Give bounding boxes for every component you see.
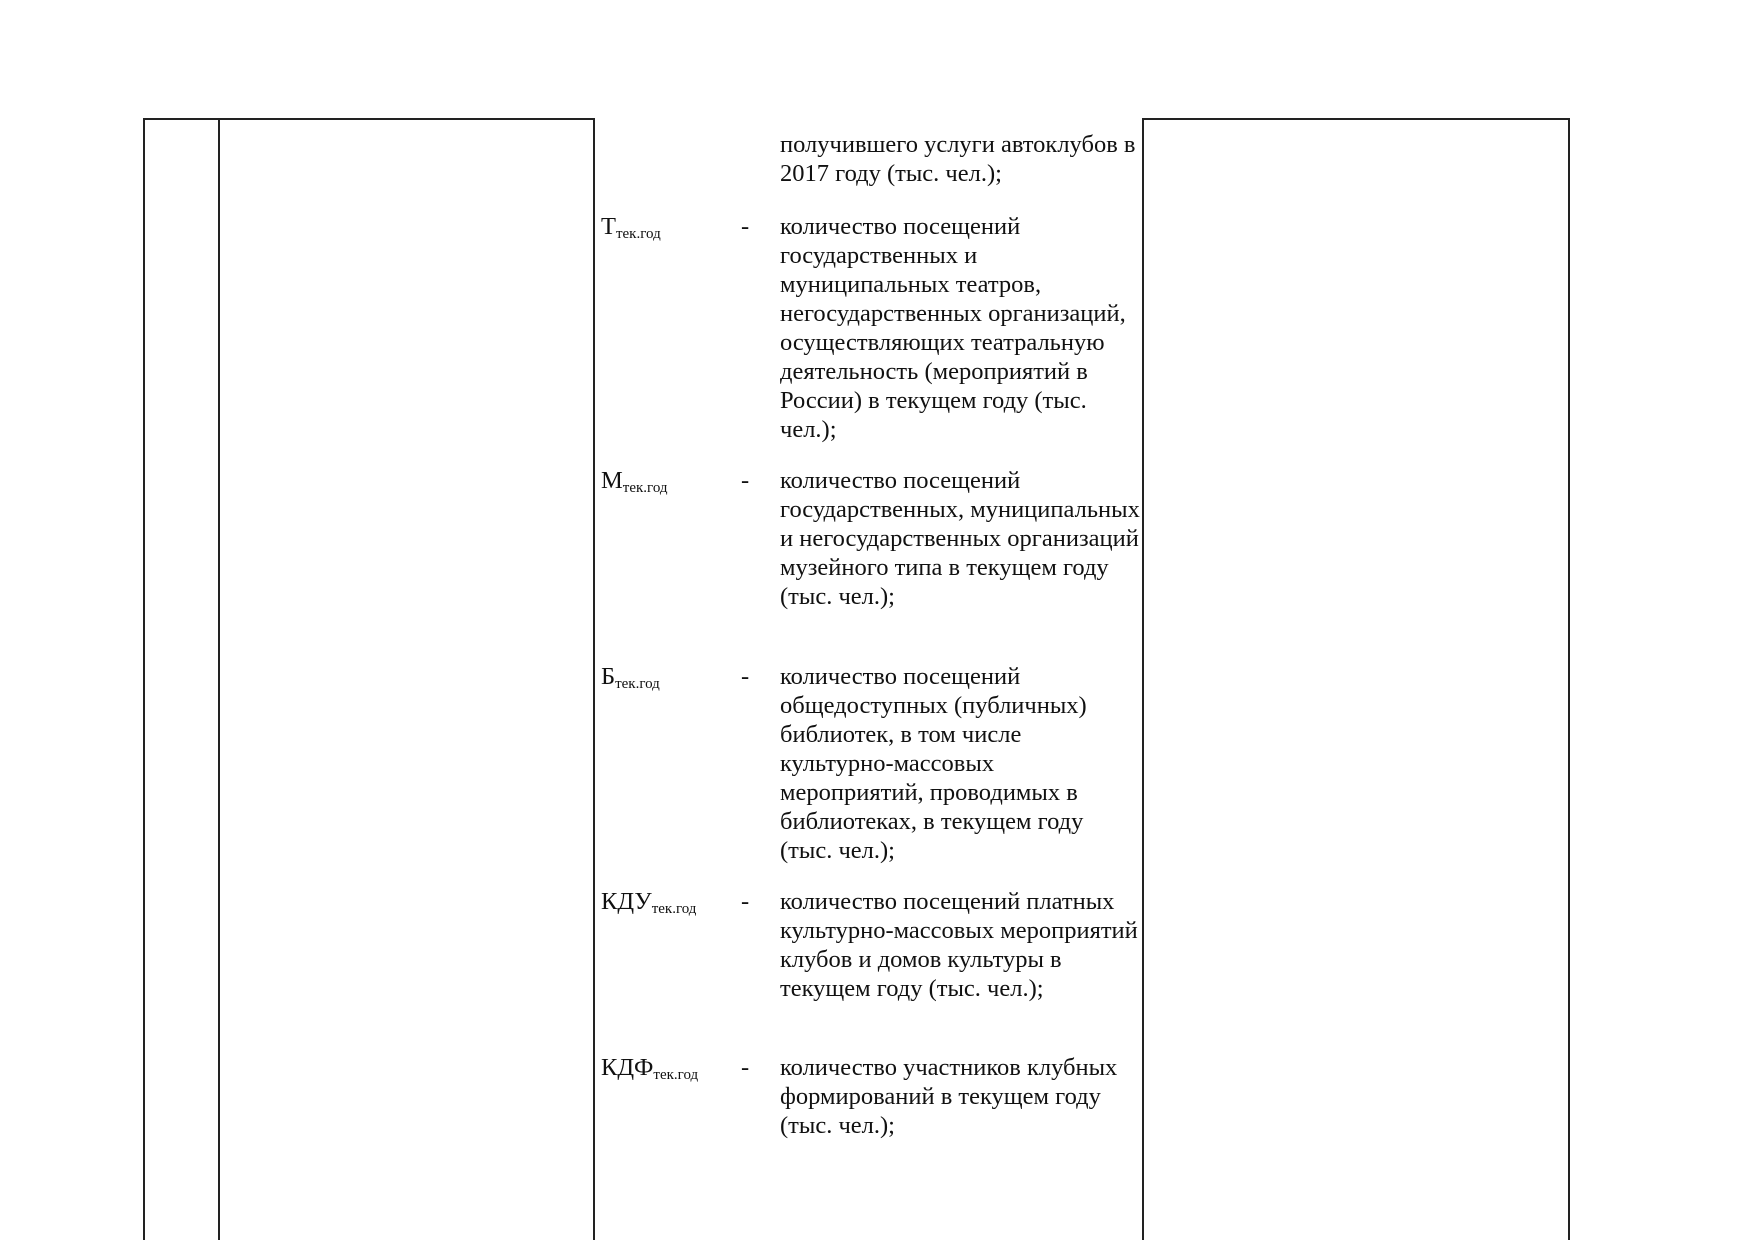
definition-text: количество посещений государственных и муниципальных театров, негосударственных организаций, осуществляющих театральную деятельность (мероприятий в России) в текущем году (тыс. чел.); (780, 213, 1126, 443)
table-column-border-5 (1568, 118, 1570, 1240)
definition-text: количество посещений платных культурно-массовых мероприятий клубов и домов культуры в текущем году (тыс. чел.); (780, 888, 1138, 1002)
table-column-border-1 (143, 118, 145, 1240)
definition-symbol: $КДФ_{тек.год}$ (601, 1054, 699, 1083)
table-top-border-right (1142, 118, 1569, 120)
table-column-border-3 (593, 118, 595, 1240)
definition-dash: - (741, 467, 750, 494)
definition-dash: - (741, 888, 750, 915)
table-column-border-2 (218, 118, 220, 1240)
definition-dash: - (741, 1054, 750, 1081)
continuation-text: получившего услуги автоклубов в 2017 году (тыс. чел.); (780, 131, 1136, 187)
definition-dash: - (741, 663, 750, 690)
table-column-border-4 (1142, 118, 1144, 1240)
definition-symbol: $Т_{тек.год}$ (601, 213, 661, 242)
definition-text: количество посещений общедоступных (публичных) библиотек, в том числе культурно-массовых мероприятий, проводимых в библиотеках, в текущем году (тыс. чел.); (780, 663, 1087, 864)
definition-symbol: $Б_{тек.год}$ (601, 663, 660, 692)
definition-text: количество посещений государственных, муниципальных и негосударственных организаций музейного типа в текущем году (тыс. чел.); (780, 467, 1140, 610)
definition-symbol: $КДУ_{тек.год}$ (601, 888, 697, 917)
definition-symbol: $М_{тек.год}$ (601, 467, 668, 496)
definition-text: количество участников клубных формирований в текущем году (тыс. чел.); (780, 1054, 1118, 1139)
table-top-border-left (143, 118, 594, 120)
definition-dash: - (741, 213, 750, 240)
